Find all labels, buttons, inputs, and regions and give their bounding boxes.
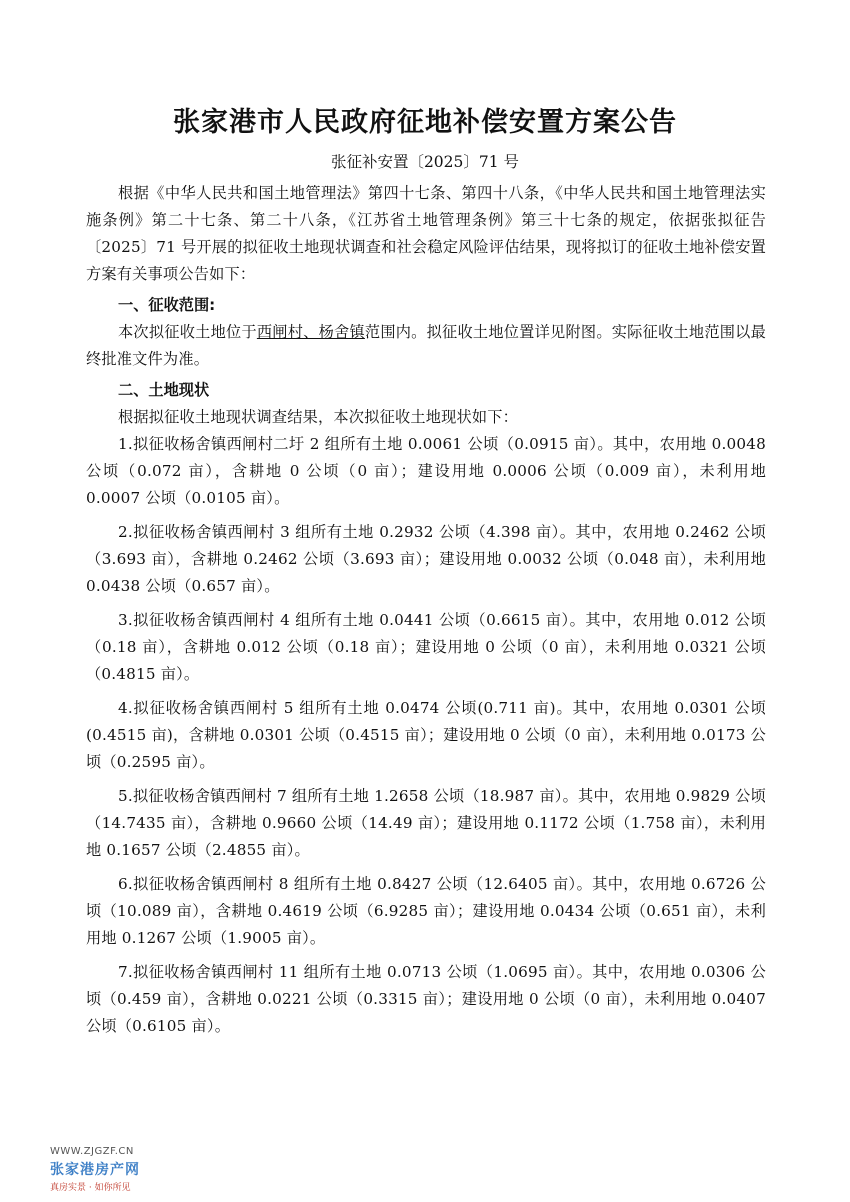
land-item: 5.拟征收杨舍镇西闸村 7 组所有土地 1.2658 公顷（18.987 亩）。其中，农用地 0.9829 公顷（14.7435 亩），含耕地 0.9660 公顷（14.49 亩）；建设用地 0.1172 公顷（1.758 亩），未利用地 0.1657 公顷（2.4855 亩）。 (86, 787, 766, 859)
site-watermark (50, 1146, 190, 1193)
land-item: 3.拟征收杨舍镇西闸村 4 组所有土地 0.0441 公顷（0.6615 亩）。其中，农用地 0.012 公顷（0.18 亩），含耕地 0.012 公顷（0.18 亩）；建设用地 0 公顷（0 亩），未利用地 0.0321 公顷（0.4815 亩）。 (86, 611, 766, 683)
section-heading-land-status: 二、土地现状 (118, 381, 210, 399)
land-status-lead: 根据拟征收土地现状调查结果，本次拟征收土地现状如下： (118, 408, 519, 426)
intro-paragraph: 根据《中华人民共和国土地管理法》第四十七条、第四十八条，《中华人民共和国土地管理法实施条例》第二十七条、第二十八条，《江苏省土地管理条例》第三十七条的规定，依据张拟征告〔2025〕71 号开展的拟征收土地现状调查和社会稳定风险评估结果，现将拟订的征收土地补偿安置方案有关事项公告如下： (86, 184, 766, 283)
scope-paragraph (86, 319, 766, 373)
document-number: 张征补安置〔2025〕71 号 (330, 153, 520, 171)
land-item: 7.拟征收杨舍镇西闸村 11 组所有土地 0.0713 公顷（1.0695 亩）。其中，农用地 0.0306 公顷（0.459 亩），含耕地 0.0221 公顷（0.3315 亩）；建设用地 0 公顷（0 亩），未利用地 0.0407 公顷（0.6105 亩）。 (86, 963, 766, 1035)
page-title: 张家港市人民政府征地补偿安置方案公告 (173, 107, 677, 138)
land-item: 6.拟征收杨舍镇西闸村 8 组所有土地 0.8427 公顷（12.6405 亩）。其中，农用地 0.6726 公顷（10.089 亩），含耕地 0.4619 公顷（6.9285 亩）；建设用地 0.0434 公顷（0.651 亩），未利用地 0.1267 公顷（1.9005 亩）。 (86, 875, 766, 947)
watermark-url: WWW.ZJGZF.CN (50, 1146, 134, 1157)
scope-text-after: 范围内。拟征收土地位置详见附图。实际征收土地范围以最终批准文件为准。 (86, 323, 767, 368)
document-body (86, 180, 766, 1040)
scope-location-underlined: 西闸村、杨舍镇 (256, 323, 365, 341)
watermark-slogan: 真房实景 · 如你所见 (50, 1183, 131, 1193)
land-item: 4.拟征收杨舍镇西闸村 5 组所有土地 0.0474 公顷(0.711 亩)。其中，农用地 0.0301 公顷(0.4515 亩)，含耕地 0.0301 公顷（0.4515 亩）；建设用地 0 公顷（0 亩），未利用地 0.0173 公顷（0.2595 亩）。 (86, 699, 766, 771)
section-heading-scope: 一、征收范围: (118, 296, 216, 314)
scope-text-before: 本次拟征收土地位于 (118, 323, 257, 341)
land-item: 1.拟征收杨舍镇西闸村二圩 2 组所有土地 0.0061 公顷（0.0915 亩）。其中，农用地 0.0048 公顷（0.072 亩），含耕地 0 公顷（0 亩）；建设用地 0.0006 公顷（0.009 亩），未利用地 0.0007 公顷（0.0105 亩）。 (86, 435, 766, 507)
land-item: 2.拟征收杨舍镇西闸村 3 组所有土地 0.2932 公顷（4.398 亩）。其中，农用地 0.2462 公顷（3.693 亩），含耕地 0.2462 公顷（3.693 亩）；建设用地 0.0032 公顷（0.048 亩），未利用地 0.0438 公顷（0.657 亩）。 (86, 523, 766, 595)
watermark-brand: 张家港房产网 (50, 1162, 140, 1178)
